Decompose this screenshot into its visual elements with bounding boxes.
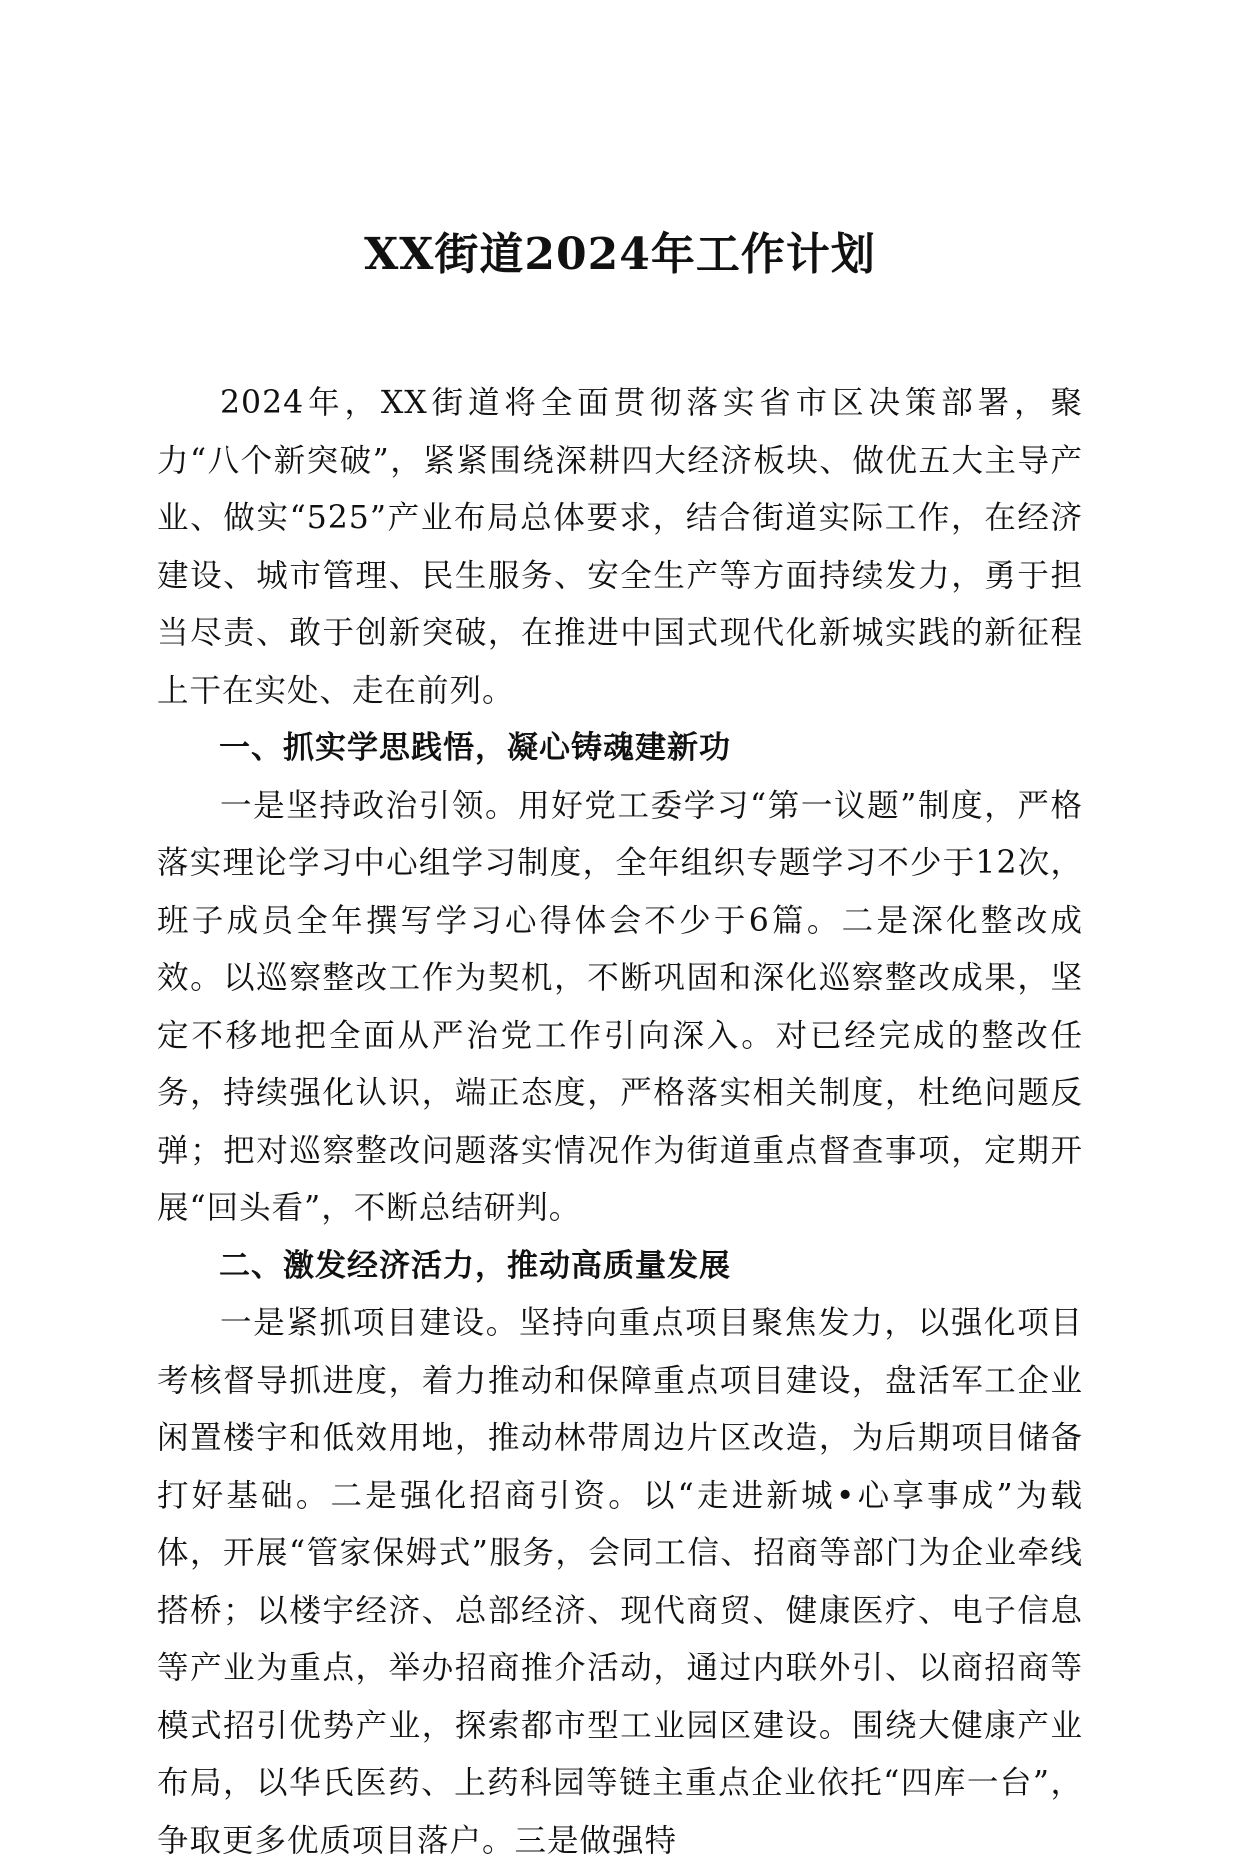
document-title: XX街道2024年工作计划: [364, 229, 876, 280]
section-paragraph-1: 一是坚持政治引领。用好党工委学习“第一议题”制度，严格落实理论学习中心组学习制度，全年组织专题学习不少于12次，班子成员全年撰写学习心得体会不少于6篇。二是深化整改成效。以巡察整改工作为契机，不断巩固和深化巡察整改成果，坚定不移地把全面从严治党工作引向深入。对已经完成的整改任务，持续强化认识，端正态度，严格落实相关制度，杜绝问题反弹；把对巡察整改问题落实情况作为街道重点督查事项，定期开展“回头看”，不断总结研判。: [157, 787, 1083, 1226]
section-heading-2: 二、激发经济活力，推动高质量发展: [219, 1247, 731, 1284]
section-paragraph-2: 一是紧抓项目建设。坚持向重点项目聚焦发力，以强化项目考核督导抓进度，着力推动和保障重点项目建设，盘活军工企业闲置楼宇和低效用地，推动林带周边片区改造，为后期项目储备打好基础。二是强化招商引资。以“走进新城•心享事成”为载体，开展“管家保姆式”服务，会同工信、招商等部门为企业牵线搭桥；以楼宇经济、总部经济、现代商贸、健康医疗、电子信息等产业为重点，举办招商推介活动，通过内联外引、以商招商等模式招引优势产业，探索都市型工业园区建设。围绕大健康产业布局，以华氏医药、上药科园等链主重点企业依托“四库一台”，争取更多优质项目落户。三是做强特: [157, 1305, 1083, 1859]
intro-paragraph: 2024年，XX街道将全面贯彻落实省市区决策部署，聚力“八个新突破”，紧紧围绕深耕四大经济板块、做优五大主导产业、做实“525”产业布局总体要求，结合街道实际工作，在经济建设、城市管理、民生服务、安全生产等方面持续发力，勇于担当尽责、敢于创新突破，在推进中国式现代化新城实践的新征程上干在实处、走在前列。: [157, 385, 1083, 709]
section-heading-1: 一、抓实学思践悟，凝心铸魂建新功: [219, 730, 731, 766]
document-body: [157, 375, 1083, 1870]
